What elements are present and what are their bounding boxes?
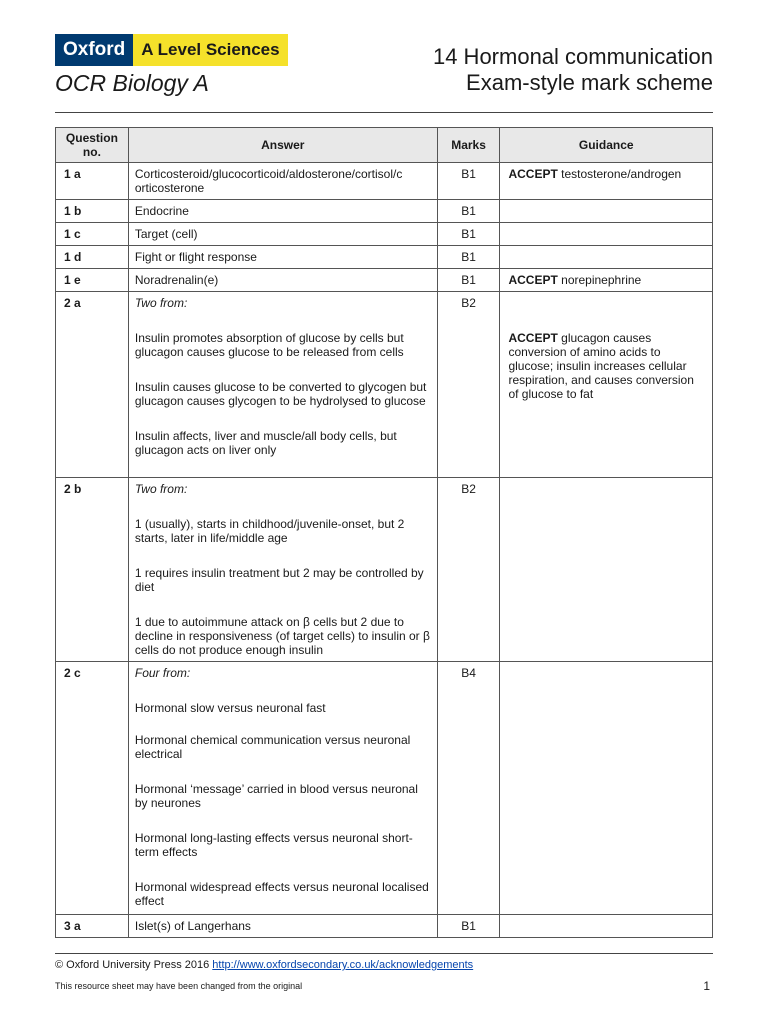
guidance-keyword: ACCEPT xyxy=(508,331,558,345)
guidance-keyword: ACCEPT xyxy=(508,167,558,181)
guidance-block xyxy=(508,331,704,401)
header-answer: Answer xyxy=(128,128,437,163)
table-row xyxy=(56,246,713,269)
marks-cell: B1 xyxy=(437,223,500,246)
table-row xyxy=(56,200,713,223)
logo-oxford-text: Oxford xyxy=(55,34,133,66)
answer-point: Insulin affects, liver and muscle/all body cells, but glucagon acts on liver only xyxy=(134,429,397,457)
marks-cell: B1 xyxy=(437,200,500,223)
guidance-cell xyxy=(500,662,713,915)
table-row xyxy=(56,662,713,915)
question-no: 1 d xyxy=(56,246,129,269)
oxford-logo xyxy=(55,34,288,66)
question-no: 3 a xyxy=(56,915,129,938)
guidance-cell xyxy=(500,163,713,200)
mark-scheme-table xyxy=(55,127,713,938)
answer-cell: Endocrine xyxy=(128,200,437,223)
answer-point: Hormonal slow versus neuronal fast xyxy=(134,701,326,715)
table-row xyxy=(56,915,713,938)
answer-point: 1 due to autoimmune attack on β cells but 2 due to decline in responsiveness (of target cells) to insulin or β cells do not produce enough insulin xyxy=(134,615,430,657)
guidance-text: testosterone/androgen xyxy=(557,167,682,181)
acknowledgements-link[interactable]: http://www.oxfordsecondary.co.uk/acknowledgements xyxy=(212,959,474,971)
header-marks: Marks xyxy=(437,128,500,163)
table-row xyxy=(56,223,713,246)
answer-point: 1 requires insulin treatment but 2 may be controlled by diet xyxy=(134,566,424,594)
document-title xyxy=(433,44,713,96)
guidance-cell xyxy=(500,246,713,269)
answer-cell xyxy=(128,662,437,915)
guidance-cell xyxy=(500,223,713,246)
answer-cell xyxy=(128,478,437,662)
table-row xyxy=(56,478,713,662)
question-no: 2 a xyxy=(56,292,129,478)
answer-point: 1 (usually), starts in childhood/juvenile-onset, but 2 starts, later in life/middle age xyxy=(134,517,405,545)
answer-cell: Target (cell) xyxy=(128,223,437,246)
question-no: 1 a xyxy=(56,163,129,200)
marks-cell: B1 xyxy=(437,269,500,292)
guidance-text: norepinephrine xyxy=(557,273,642,287)
copyright-line xyxy=(55,959,473,971)
question-no: 1 b xyxy=(56,200,129,223)
answer-cell: Fight or flight response xyxy=(128,246,437,269)
footer-divider xyxy=(55,953,713,954)
guidance-cell xyxy=(500,478,713,662)
marks-cell: B1 xyxy=(437,915,500,938)
answer-point: Insulin promotes absorption of glucose by cells but glucagon causes glucose to be released from cells xyxy=(134,331,404,359)
marks-cell: B2 xyxy=(437,292,500,478)
table-header-row xyxy=(56,128,713,163)
answer-point: Hormonal long-lasting effects versus neuronal short-term effects xyxy=(134,831,413,859)
marks-cell: B1 xyxy=(437,163,500,200)
answer-cell xyxy=(128,292,437,478)
table-row xyxy=(56,269,713,292)
marks-cell: B4 xyxy=(437,662,500,915)
answer-cell: Corticosteroid/glucocorticoid/aldosterone/cortisol/c orticosterone xyxy=(128,163,437,200)
marks-cell: B2 xyxy=(437,478,500,662)
question-no: 2 b xyxy=(56,478,129,662)
answer-intro: Four from: xyxy=(134,666,191,680)
header-question: Question no. xyxy=(56,128,129,163)
copyright-text: © Oxford University Press 2016 xyxy=(55,959,213,971)
answer-point: Hormonal widespread effects versus neuronal localised effect xyxy=(134,880,429,908)
page-number: 1 xyxy=(703,979,710,993)
answer-cell: Islet(s) of Langerhans xyxy=(128,915,437,938)
disclaimer-text: This resource sheet may have been changed from the original xyxy=(55,981,303,991)
table-row xyxy=(56,292,713,478)
logo-series-text: A Level Sciences xyxy=(133,34,287,66)
table-row xyxy=(56,163,713,200)
answer-point: Insulin causes glucose to be converted to glycogen but glucagon causes glycogen to be hydrolysed to glucose xyxy=(134,380,427,408)
question-no: 1 c xyxy=(56,223,129,246)
marks-cell: B1 xyxy=(437,246,500,269)
header-guidance: Guidance xyxy=(500,128,713,163)
chapter-title: 14 Hormonal communication xyxy=(432,44,713,69)
answer-cell: Noradrenalin(e) xyxy=(128,269,437,292)
subject-title: OCR Biology A xyxy=(55,70,209,96)
doc-type: Exam-style mark scheme xyxy=(466,70,713,95)
answer-point: Hormonal chemical communication versus neuronal electrical xyxy=(134,733,411,761)
question-no: 1 e xyxy=(56,269,129,292)
answer-point: Hormonal ‘message’ carried in blood versus neuronal by neurones xyxy=(134,782,418,810)
guidance-cell xyxy=(500,200,713,223)
header-divider xyxy=(55,112,713,113)
answer-intro: Two from: xyxy=(134,296,188,310)
guidance-keyword: ACCEPT xyxy=(508,273,558,287)
guidance-cell xyxy=(500,915,713,938)
guidance-text: glucagon causes conversion of amino acids to glucose; insulin increases cellular respiration, and causes conversion of glucose to fat xyxy=(508,331,694,401)
question-no: 2 c xyxy=(56,662,129,915)
answer-intro: Two from: xyxy=(134,482,188,496)
guidance-cell xyxy=(500,269,713,292)
guidance-cell xyxy=(500,292,713,478)
